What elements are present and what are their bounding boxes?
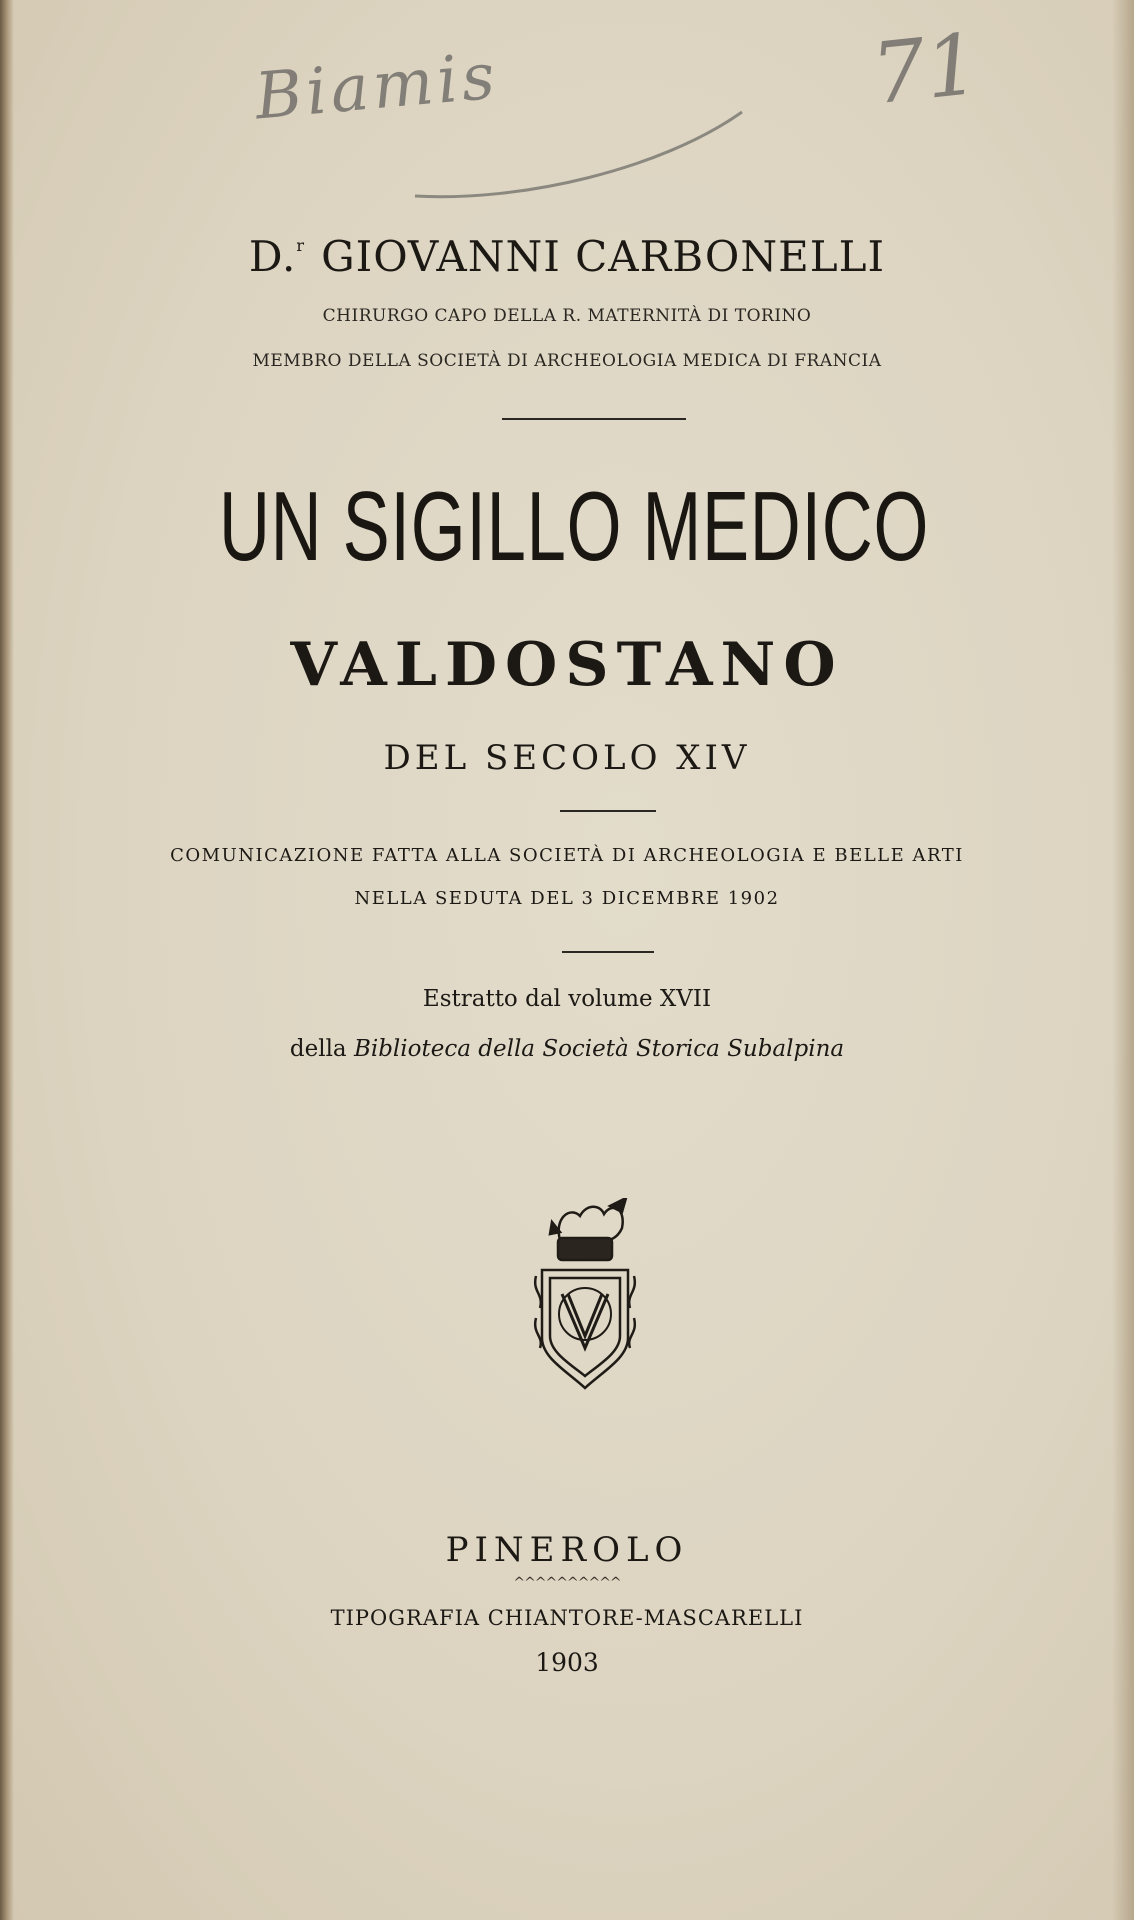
imprint-place: PINEROLO xyxy=(445,1530,689,1570)
author-title: D. xyxy=(248,232,297,281)
divider-1 xyxy=(502,418,686,420)
author-name: GIOVANNI CARBONELLI xyxy=(321,232,886,281)
author-affiliation-1: CHIRURGO CAPO DELLA R. MATERNITÀ DI TORINO xyxy=(322,306,812,326)
author-line xyxy=(0,232,1134,281)
communication-line-1: COMUNICAZIONE FATTA ALLA SOCIETÀ DI ARCHEOLOGIA E BELLE ARTI xyxy=(170,845,964,866)
extract-prefix: della xyxy=(289,1036,347,1062)
extract-line-1: Estratto dal volume XVII xyxy=(422,986,712,1012)
handwritten-name: Biamis xyxy=(252,39,502,135)
subtitle: VALDOSTANO xyxy=(290,630,844,700)
page-right-edge xyxy=(1112,0,1134,1920)
main-title: UN SIGILLO MEDICO xyxy=(218,471,930,581)
communication-line-2: NELLA SEDUTA DEL 3 DICEMBRE 1902 xyxy=(354,888,780,909)
page-left-edge xyxy=(0,0,14,1920)
imprint-printer: TIPOGRAFIA CHIANTORE-MASCARELLI xyxy=(330,1606,804,1630)
author-title-sup: r xyxy=(296,236,306,255)
handwritten-number: 71 xyxy=(867,14,984,124)
divider-2 xyxy=(560,810,656,812)
imprint-year: 1903 xyxy=(535,1648,599,1677)
printer-mark-crest-icon xyxy=(530,1198,640,1390)
extract-italic-title: Biblioteca della Società Storica Subalpina xyxy=(353,1036,845,1062)
divider-3 xyxy=(562,951,654,953)
author-affiliation-2: MEMBRO DELLA SOCIETÀ DI ARCHEOLOGIA MEDICA DI FRANCIA xyxy=(252,351,882,371)
century-line: DEL SECOLO XIV xyxy=(383,738,751,778)
imprint-ornament: ^^^^^^^^^^ xyxy=(513,1575,621,1591)
extract-line-2 xyxy=(0,1036,1134,1062)
